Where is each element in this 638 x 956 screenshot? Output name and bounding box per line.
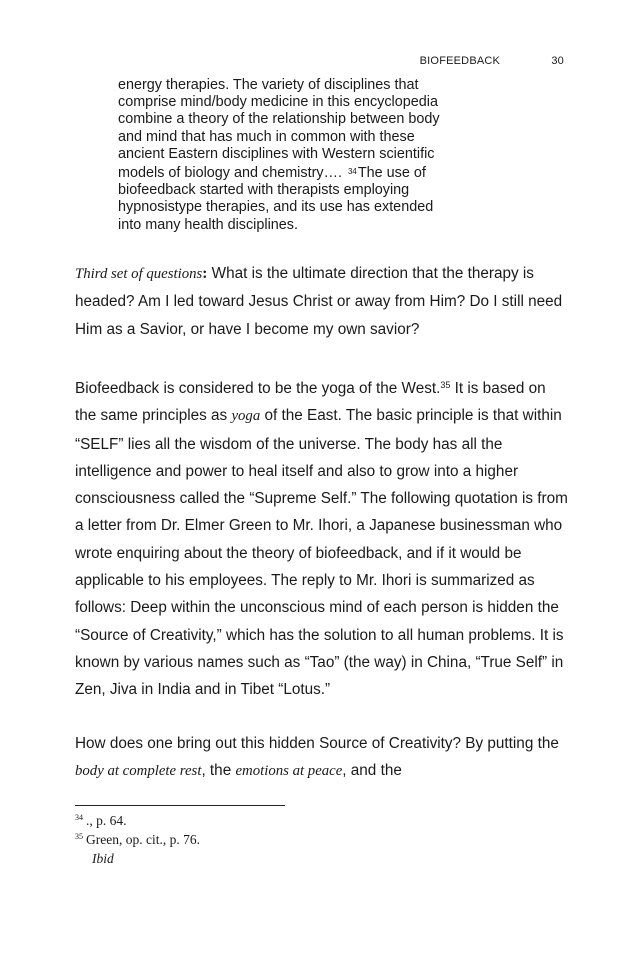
footnote-35 xyxy=(75,832,200,848)
header-title: BIOFEEDBACK xyxy=(419,55,501,67)
paragraph-questions xyxy=(75,260,570,343)
para3-text-b: , the xyxy=(201,762,236,780)
page-number: 30 xyxy=(551,55,564,67)
quote-line-text: models of biology and chemistry…. xyxy=(118,165,342,182)
quote-line: biofeedback started with therapists employing xyxy=(118,182,410,199)
quote-line: hypnosistype therapies, and its use has extended xyxy=(118,199,434,216)
para3-italic-a: body at complete rest xyxy=(75,763,202,780)
para2-text-b: It is based on the same principles as xyxy=(75,380,546,425)
para3-text-c: , and the xyxy=(342,762,402,780)
block-quote xyxy=(118,77,538,234)
quote-line: combine a theory of the relationship between body xyxy=(118,111,440,128)
quote-line xyxy=(118,163,538,182)
questions-label: Third set of questions xyxy=(75,266,203,282)
quote-line-tail: The use of xyxy=(357,165,426,182)
footnote-34 xyxy=(75,813,127,829)
quote-line: ancient Eastern disciplines with Western scientific xyxy=(118,145,435,162)
quote-line: energy therapies. The variety of disciplines that xyxy=(118,77,419,93)
questions-colon: : xyxy=(202,265,208,282)
quote-line: and mind that has much in common with these xyxy=(118,128,415,145)
footnote-35-number: 35 xyxy=(75,832,83,841)
footnote-ref-34[interactable]: 34 xyxy=(347,167,357,177)
footnote-35-text: Green, op. cit., p. 76. xyxy=(86,832,200,847)
quote-line: comprise mind/body medicine in this encyclopedia xyxy=(118,94,438,111)
footnote-divider xyxy=(75,805,285,806)
yoga-italic: yoga xyxy=(231,408,261,425)
para3-italic-b: emotions at peace xyxy=(235,763,343,780)
running-header xyxy=(420,55,564,67)
footnote-34-text: ., p. 64. xyxy=(86,813,127,828)
para2-text-c: of the East. The basic principle is that within “SELF” lies all the wisdom of the universe. The body has all the intelligence and power to heal itself and also to grow into a higher consciousness called the “Supreme Self.” The following quotation is from a letter from Dr. Elmer Green to Mr. Ihori, a Japanese businessman who wrote enquiring about the theory of biofeedback, and if it would be applicable to his employees. The reply to Mr. Ihori is summarized as follows: Deep within the unconscious mind of each person is hidden the “Source of Creativity,” which has the solution to all human problems. It is known by various names such as “Tao” (the way) in China, “True Self” in Zen, Jiva in India and in Tibet “Lotus.” xyxy=(75,407,568,699)
paragraph-creativity xyxy=(75,730,570,786)
footnote-ref-35[interactable]: 35 xyxy=(440,380,451,390)
footnote-ibid: Ibid xyxy=(92,851,114,866)
questions-text: What is the ultimate direction that the therapy is headed? Am I led toward Jesus Christ or away from Him? Do I still need Him as a Savior, or have I become my own savior? xyxy=(75,265,563,338)
quote-line: into many health disciplines. xyxy=(118,216,298,233)
paragraph-biofeedback xyxy=(75,372,570,704)
footnote-34-number: 34 xyxy=(75,813,83,822)
para3-text-a: How does one bring out this hidden Source of Creativity? By putting the xyxy=(75,735,559,752)
para2-text-a: Biofeedback is considered to be the yoga of the West. xyxy=(75,380,441,397)
